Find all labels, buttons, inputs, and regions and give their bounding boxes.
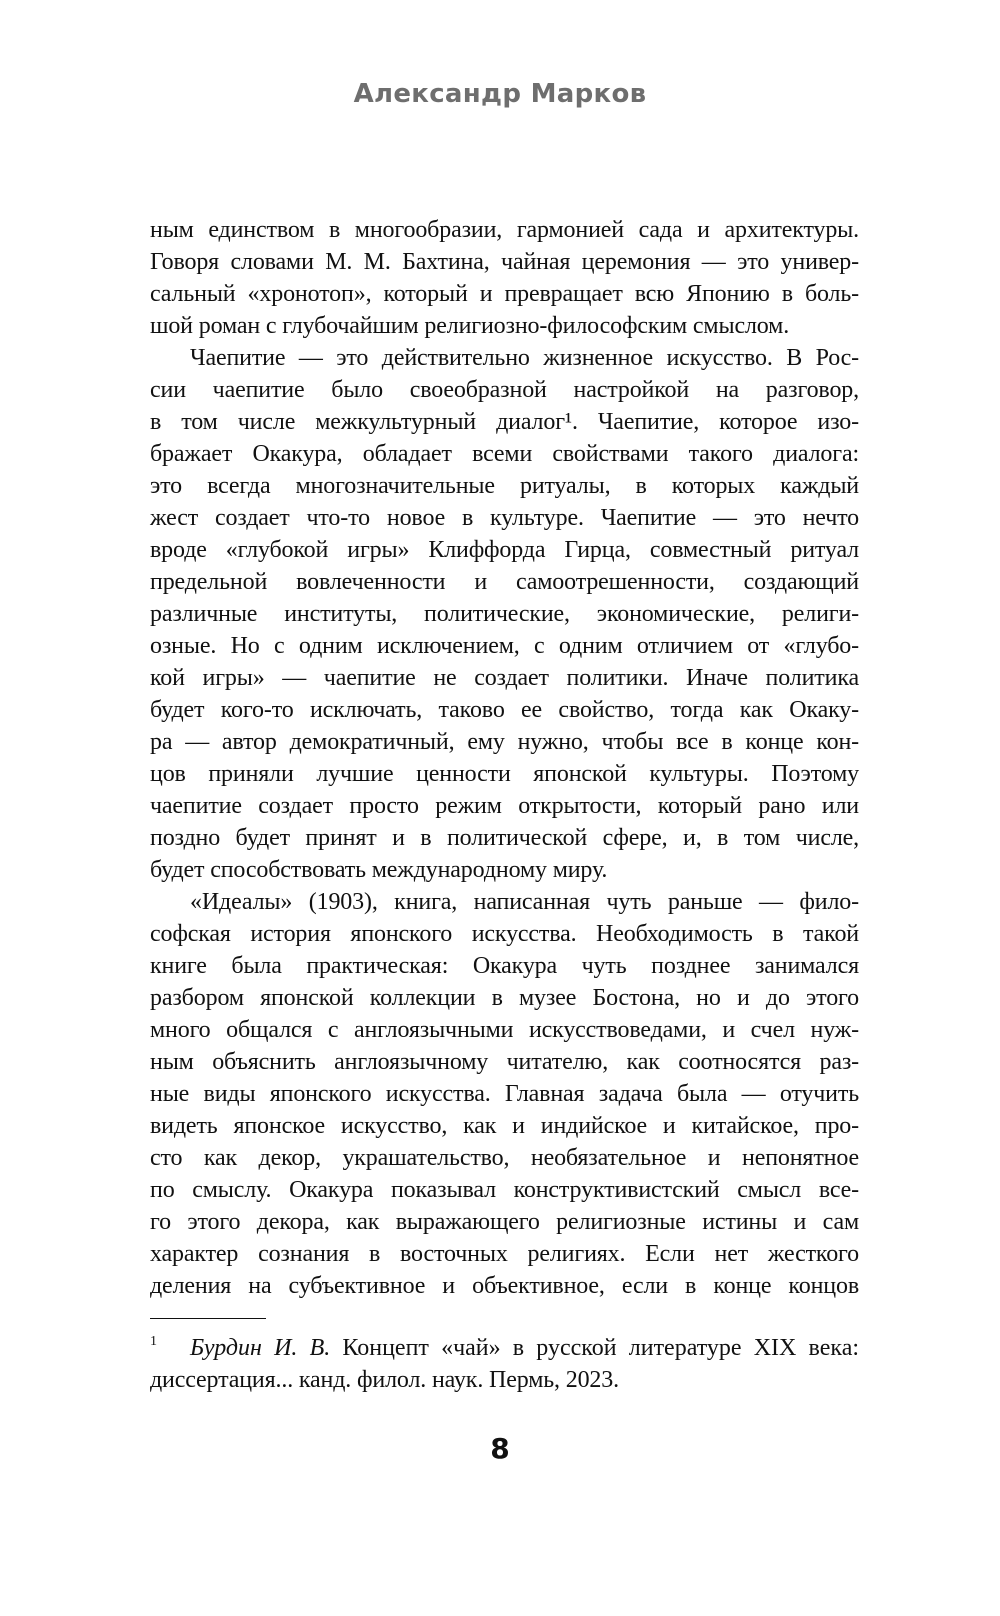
- text-line: много общался с англоязычными искусствоведами, и счел нуж-: [150, 1017, 859, 1043]
- text-line: сальный «хронотоп», который и превращает всю Японию в боль-: [150, 281, 859, 307]
- text-line: го этого декора, как выражающего религиозные истины и сам: [150, 1209, 859, 1235]
- footnote-marker: 1: [150, 1334, 157, 1349]
- text-line: цов приняли лучшие ценности японской культуры. Поэтому: [150, 761, 859, 787]
- text-line: озные. Но с одним исключением, с одним отличием от «глубо-: [150, 633, 859, 659]
- text-line: по смыслу. Окакура показывал конструктивистский смысл все-: [150, 1177, 859, 1203]
- text-line: ным объяснить англоязычному читателю, как соотносятся раз-: [150, 1049, 859, 1075]
- text-line: это всегда многозначительные ритуалы, в которых каждый: [150, 473, 859, 499]
- footnote-separator: [150, 1318, 266, 1319]
- text-line: предельной вовлеченности и самоотрешенности, создающий: [150, 569, 859, 595]
- footnote-title: Концепт «чай» в русской литературе XIX века:: [330, 1335, 860, 1361]
- footnote: [150, 1332, 859, 1396]
- text-line: бражает Окакура, обладает всеми свойствами такого диалога:: [150, 441, 859, 467]
- text-line: видеть японское искусство, как и индийское и китайское, про-: [150, 1113, 859, 1139]
- text-line: ра — автор демократичный, ему нужно, чтобы все в конце кон-: [150, 729, 859, 755]
- text-line: деления на субъективное и объективное, если в конце концов: [150, 1273, 859, 1299]
- footnote-line-2: диссертация... канд. филол. наук. Пермь, 2023.: [150, 1367, 619, 1393]
- text-line: характер сознания в восточных религиях. Если нет жесткого: [150, 1241, 859, 1267]
- running-header-author: Александр Марков: [353, 79, 647, 109]
- footnote-line-1: [190, 1332, 859, 1364]
- text-line: в том числе межкультурный диалог¹. Чаепитие, которое изо-: [150, 409, 859, 435]
- footnote-author: Бурдин И. В.: [190, 1335, 331, 1361]
- text-line: «Идеалы» (1903), книга, написанная чуть раньше — фило-: [190, 889, 859, 915]
- text-line: разбором японской коллекции в музее Бостона, но и до этого: [150, 985, 859, 1011]
- page-number: 8: [490, 1432, 510, 1465]
- text-line: чаепитие создает просто режим открытости, который рано или: [150, 793, 859, 819]
- text-line: ные виды японского искусства. Главная задача была — отучить: [150, 1081, 859, 1107]
- text-line: жест создает что-то новое в культуре. Чаепитие — это нечто: [150, 505, 859, 531]
- text-line: Говоря словами М. М. Бахтина, чайная церемония — это универ-: [150, 249, 859, 275]
- text-line: вроде «глубокой игры» Клиффорда Гирца, совместный ритуал: [150, 537, 859, 563]
- text-line: сии чаепитие было своеобразной настройкой на разговор,: [150, 377, 859, 403]
- paragraph: [150, 342, 859, 886]
- text-line: книге была практическая: Окакура чуть позднее занимался: [150, 953, 859, 979]
- text-line: сто как декор, украшательство, необязательное и непонятное: [150, 1145, 859, 1171]
- text-line: будет способствовать международному миру.: [150, 857, 608, 883]
- text-line: кой игры» — чаепитие не создает политики. Иначе политика: [150, 665, 859, 691]
- text-line: Чаепитие — это действительно жизненное искусство. В Рос-: [190, 345, 859, 371]
- text-line: ным единством в многообразии, гармонией сада и архитектуры.: [150, 217, 859, 243]
- paragraph: [150, 886, 859, 1302]
- paragraph: [150, 214, 859, 342]
- text-line: различные институты, политические, экономические, религи-: [150, 601, 859, 627]
- text-line: шой роман с глубочайшим религиозно-философским смыслом.: [150, 313, 790, 339]
- main-text: [150, 214, 859, 1302]
- text-line: будет кого-то исключать, таково ее свойство, тогда как Окаку-: [150, 697, 859, 723]
- text-line: софская история японского искусства. Необходимость в такой: [150, 921, 859, 947]
- text-line: поздно будет принят и в политической сфере, и, в том числе,: [150, 825, 859, 851]
